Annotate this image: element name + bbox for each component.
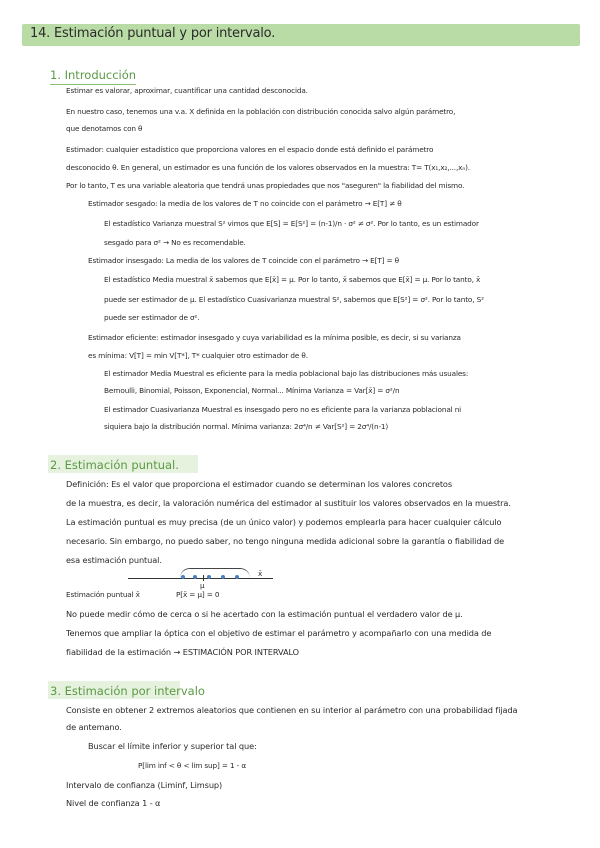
sample-point — [193, 575, 197, 579]
s1-line-6: Por lo tanto, T es una variable aleatoria que tendrá unas propiedades que nos "aseguren" la fiabilidad del mismo. — [66, 181, 465, 190]
s1-line-1: Estimar es valorar, aproximar, cuantificar una cantidad desconocida. — [66, 86, 308, 95]
s3-line-2: de antemano. — [66, 722, 122, 732]
s2-line-7: Tenemos que ampliar la óptica con el objetivo de estimar el parámetro y acompañarlo con una medida de — [66, 628, 492, 638]
s1-line-13: puede ser estimador de σ². — [104, 313, 200, 322]
sample-point — [221, 575, 225, 579]
s3-line-1: Consiste en obtener 2 extremos aleatorios que contienen en su interior al parámetro con una probabilidad fijada — [66, 705, 518, 715]
s1-line-7: Estimador sesgado: la media de los valores de T no coincide con el parámetro → E[T] ≠ θ — [88, 199, 402, 208]
page-title: 14. Estimación puntual y por intervalo. — [30, 26, 276, 41]
section-1-heading-text: 1. Introducción — [50, 68, 137, 82]
section-1-underline — [50, 84, 136, 85]
title-bar — [22, 24, 580, 46]
s1-line-12: puede ser estimador de μ. El estadístico Cuasivarianza muestral S², sabemos que E[S²] = σ². Por lo tanto, S² — [104, 295, 484, 304]
s2-line-2: de la muestra, es decir, la valoración numérica del estimador al sustituir los valores observados en la muestra. — [66, 498, 511, 508]
s1-line-8: El estadístico Varianza muestral S² vimos que E[S] = E[S²] = (n-1)/n · σ² ≠ σ². Por lo tanto, es un estimador — [104, 219, 479, 228]
s1-line-16: El estimador Media Muestral es eficiente para la media poblacional bajo las distribuciones más usuales: — [104, 369, 469, 378]
sample-point — [235, 575, 239, 579]
s3-line-5: Intervalo de confianza (Liminf, Limsup) — [66, 780, 223, 790]
s1-line-5: desconocido θ. En general, un estimador es una función de los valores observados en la muestra: T= T(x₁,x₂,...,xₙ). — [66, 163, 470, 172]
xbar-label: x̄ — [258, 569, 263, 578]
sample-points — [175, 575, 255, 581]
s2-line-1: Definición: Es el valor que proporciona el estimador cuando se determinan los valores concretos — [66, 479, 453, 489]
section-3-heading — [50, 684, 205, 698]
s1-line-10: Estimador insesgado: La media de los valores de T coincide con el parámetro → E[T] = θ — [88, 256, 399, 265]
section-2-heading-text: 2. Estimación puntual. — [50, 458, 179, 472]
s1-line-19: siquiera bajo la distribución normal. Mínima varianza: 2σ⁴/n ≠ Var[S²] = 2σ⁴/(n-1) — [104, 422, 389, 431]
mu-label: μ — [200, 581, 205, 590]
s1-line-14: Estimador eficiente: estimador insesgado y cuya variabilidad es la mínima posible, es decir, si su varianza — [88, 333, 461, 342]
s1-line-9: sesgado para σ² → No es recomendable. — [104, 238, 246, 247]
s2-line-5: esa estimación puntual. — [66, 555, 162, 565]
diagram-caption-left: Estimación puntual x̄ — [66, 590, 140, 599]
s1-line-11: El estadístico Media muestral x̄ sabemos que E[x̄] = μ. Por lo tanto, x̄ sabemos que E[x̄] = μ. Por lo tanto, x̄ — [104, 275, 481, 284]
s1-line-2: En nuestro caso, tenemos una v.a. X definida en la población con distribución conocida salvo algún parámetro, — [66, 107, 456, 116]
section-3-heading-text: 3. Estimación por intervalo — [50, 684, 205, 698]
sample-point — [181, 575, 185, 579]
s2-line-8: fiabilidad de la estimación → ESTIMACIÓN POR INTERVALO — [66, 647, 299, 657]
s3-line-6: Nivel de confianza 1 - α — [66, 798, 161, 808]
s1-line-4: Estimador: cualquier estadístico que proporciona valores en el espacio donde está definido el parámetro — [66, 145, 434, 154]
s2-line-3: La estimación puntual es muy precisa (de un único valor) y podemos emplearla para hacer cualquier cálculo — [66, 517, 502, 527]
section-1-heading — [50, 68, 136, 82]
diagram-caption-right: P[x̄ = μ] = 0 — [176, 590, 220, 599]
s2-line-4: necesario. Sin embargo, no puedo saber, no tengo ninguna medida adicional sobre la garantía o fiabilidad de — [66, 536, 505, 546]
s2-line-6: No puede medir cómo de cerca o si he acertado con la estimación puntual el verdadero valor de μ. — [66, 609, 463, 619]
s3-line-3: Buscar el límite inferior y superior tal que: — [88, 741, 257, 751]
s1-line-15: es mínima: V[T] = min V[T*], T* cualquier otro estimador de θ. — [88, 351, 308, 360]
s1-line-18: El estimador Cuasivarianza Muestral es insesgado pero no es eficiente para la varianza poblacional ni — [104, 405, 462, 414]
s1-line-17: Bernoulli, Binomial, Poisson, Exponencial, Normal... Mínima Varianza = Var[x̄] = σ²/n — [104, 386, 400, 395]
s3-line-4: P[lim inf < θ < lim sup] = 1 - α — [138, 761, 246, 770]
section-2-heading — [50, 458, 179, 472]
s1-line-3: que denotamos con θ — [66, 124, 143, 133]
sample-point — [207, 575, 211, 579]
